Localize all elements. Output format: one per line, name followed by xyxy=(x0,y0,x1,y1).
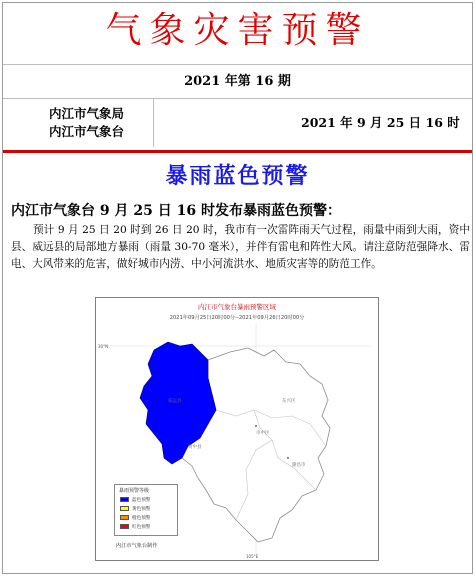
warning-headline: 暴雨蓝色预警 xyxy=(165,163,310,189)
legend-swatch xyxy=(120,515,129,520)
issuer-observatory: 内江市气象台 xyxy=(49,124,125,139)
place-label: 威远县 xyxy=(168,399,182,404)
legend-item-orange: 橙色预警 xyxy=(120,515,150,522)
legend-swatch xyxy=(120,524,129,529)
legend-item-yellow: 黄色预警 xyxy=(120,506,150,513)
legend-item-red: 红色预警 xyxy=(120,524,150,531)
warning-document xyxy=(2,2,473,574)
legend-title: 暴雨预警等级 xyxy=(119,488,150,494)
legend-swatch xyxy=(120,497,129,502)
issuer-block xyxy=(49,105,124,141)
place-label: 隆昌市 xyxy=(292,463,306,468)
warning-lead: 内江市气象台 9 月 25 日 16 时发布暴雨蓝色预警： xyxy=(11,203,341,219)
issuer-date-section xyxy=(3,99,472,147)
document-title: 气象灾害预警 xyxy=(105,10,370,51)
red-separator-rule xyxy=(3,150,472,153)
place-label: 资中县 xyxy=(188,445,202,450)
longitude-tick: 105°E xyxy=(246,554,259,559)
map-credit: 内江市气象台制作 xyxy=(116,543,158,549)
latitude-tick: 30°N xyxy=(98,344,109,349)
place-label: 市中区 xyxy=(256,431,270,436)
issue-number-section xyxy=(3,65,472,99)
map-title: 内江市气象台暴雨预警区域 xyxy=(198,303,276,311)
issue-date: 2021 年 9 月 25 日 16 时 xyxy=(301,115,460,130)
legend-item-blue: 蓝色预警 xyxy=(120,497,150,504)
legend-swatch xyxy=(120,506,129,511)
map-legend xyxy=(114,484,178,536)
meta-divider xyxy=(153,99,154,147)
title-section xyxy=(3,3,472,65)
warning-area-map xyxy=(95,297,379,561)
city-marker xyxy=(287,457,289,459)
issuer-bureau: 内江市气象局 xyxy=(49,106,125,121)
map-subtitle: 2021年09月25日20时00分--2021年09月26日20时00分 xyxy=(169,315,305,321)
place-label: 东兴区 xyxy=(282,399,296,404)
issue-number: 2021 年第 16 期 xyxy=(184,74,291,89)
city-marker xyxy=(255,425,257,427)
warning-body: 预计 9 月 25 日 20 时到 26 日 20 时，我市有一次雷阵雨天气过程，雨量中雨到大雨，资中县、威远县的局部地方暴雨（雨量 30-70 毫米），并伴有雷电和阵性大风。请注意防范强降水、雷电、大风带来的危害，做好城市内涝、中小河流洪水、地质灾害等的防范工作。 xyxy=(11,224,470,270)
